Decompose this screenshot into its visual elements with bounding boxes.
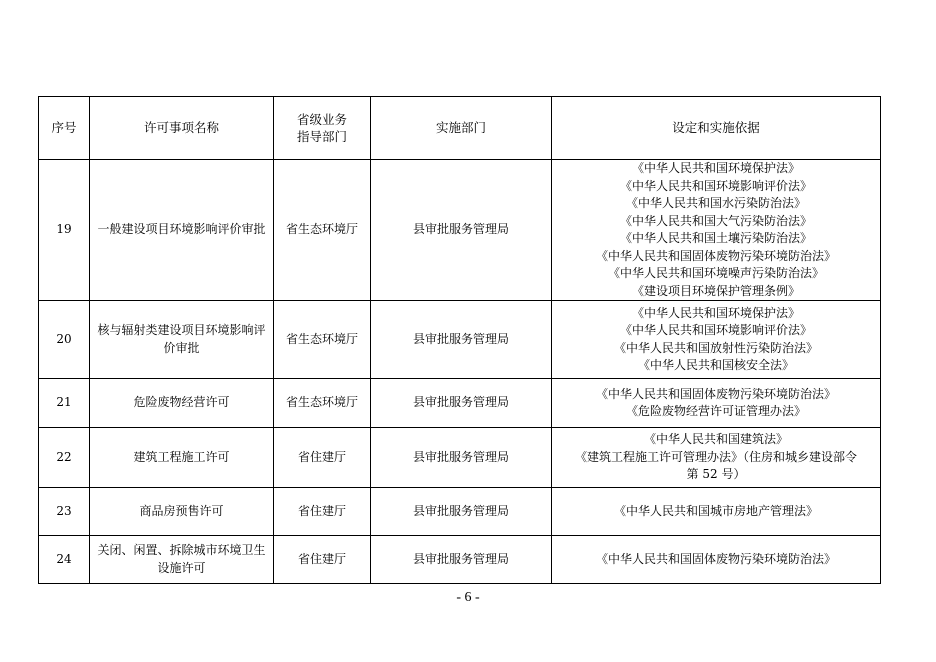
table-header-row [39,97,881,160]
row-implementing-dept: 县审批服务管理局 [371,301,552,379]
table-body [39,160,881,584]
legal-basis-line: 《中华人民共和国环境保护法》 [631,305,800,320]
row-seq: 23 [39,488,90,536]
legal-basis-line: 《中华人民共和国大气污染防治法》 [619,213,812,228]
legal-basis-line: 《中华人民共和国环境保护法》 [631,161,800,175]
table-row [39,428,881,488]
row-guiding-dept: 省生态环境厅 [274,379,371,428]
legal-basis-line: 《中华人民共和国水污染防治法》 [625,196,806,210]
header-seq: 序号 [39,97,90,160]
table-row [39,488,881,536]
row-guiding-dept: 省住建厅 [274,536,371,584]
legal-basis-line: 《中华人民共和国环境影响评价法》 [619,323,812,337]
row-legal-basis [552,160,881,301]
row-seq: 20 [39,301,90,379]
table-row [39,379,881,428]
row-implementing-dept: 县审批服务管理局 [371,536,552,584]
row-permit-name: 商品房预售许可 [90,488,274,536]
row-implementing-dept: 县审批服务管理局 [371,428,552,488]
table-row [39,160,881,301]
legal-basis-line: 《中华人民共和国固体废物污染环境防治法》 [595,248,836,263]
row-guiding-dept: 省住建厅 [274,488,371,536]
row-seq: 21 [39,379,90,428]
header-dept-line1: 省级业务 [296,111,347,127]
row-seq: 22 [39,428,90,488]
header-impl: 实施部门 [371,97,552,160]
row-guiding-dept: 省住建厅 [274,428,371,488]
legal-basis-line: 《中华人民共和国固体废物污染环境防治法》 [595,551,836,566]
row-implementing-dept: 县审批服务管理局 [371,379,552,428]
row-permit-name: 危险废物经营许可 [90,379,274,428]
row-legal-basis [552,301,881,379]
table-row [39,301,881,379]
legal-basis-line: 《危险废物经营许可证管理办法》 [625,404,806,418]
row-legal-basis [552,536,881,584]
row-implementing-dept: 县审批服务管理局 [371,488,552,536]
row-legal-basis [552,379,881,428]
legal-basis-line: 《中华人民共和国核安全法》 [637,358,794,372]
header-name: 许可事项名称 [90,97,274,160]
legal-basis-line: 《中华人民共和国放射性污染防治法》 [613,340,818,355]
legal-basis-line: 第 52 号） [686,467,746,482]
legal-basis-line: 《建筑工程施工许可管理办法》（住房和城乡建设部令 [574,449,857,464]
header-basis: 设定和实施依据 [552,97,881,160]
row-seq: 24 [39,536,90,584]
legal-basis-line: 《建设项目环境保护管理条例》 [631,283,800,298]
row-permit-name: 关闭、闲置、拆除城市环境卫生设施许可 [90,536,274,584]
row-permit-name: 建筑工程施工许可 [90,428,274,488]
row-legal-basis [552,428,881,488]
header-dept [274,97,371,160]
row-permit-name: 核与辐射类建设项目环境影响评价审批 [90,301,274,379]
row-implementing-dept: 县审批服务管理局 [371,160,552,301]
legal-basis-line: 《中华人民共和国土壤污染防治法》 [619,231,812,245]
permit-table [38,96,881,584]
legal-basis-line: 《中华人民共和国城市房地产管理法》 [613,503,818,518]
row-legal-basis [552,488,881,536]
page-number: - 6 - [456,590,480,605]
row-seq: 19 [39,160,90,301]
legal-basis-line: 《中华人民共和国环境影响评价法》 [619,178,812,193]
header-dept-line2: 指导部门 [296,129,347,144]
row-guiding-dept: 省生态环境厅 [274,160,371,301]
row-permit-name: 一般建设项目环境影响评价审批 [90,160,274,301]
legal-basis-line: 《中华人民共和国环境噪声污染防治法》 [607,266,824,280]
legal-basis-line: 《中华人民共和国固体废物污染环境防治法》 [595,386,836,401]
table-row [39,536,881,584]
legal-basis-line: 《中华人民共和国建筑法》 [643,432,788,447]
row-guiding-dept: 省生态环境厅 [274,301,371,379]
